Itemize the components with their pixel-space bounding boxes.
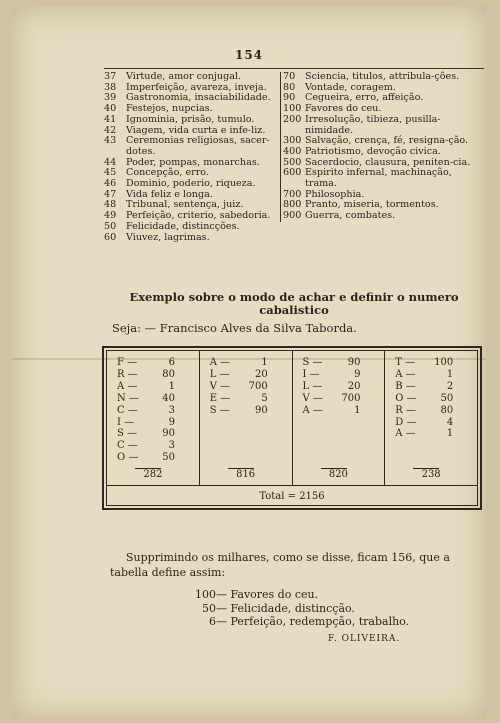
entry-number: 46	[104, 178, 117, 190]
result-number: 50	[202, 601, 216, 615]
letter-value-pair	[303, 393, 379, 405]
letter-value: 50	[440, 392, 454, 404]
author-signature: F. OLIVEIRA.	[328, 634, 401, 644]
meaning-entry	[104, 222, 282, 233]
letter-value-pair	[117, 357, 193, 369]
entry-number: 45	[104, 167, 117, 179]
entry-meaning: Imperfeição, avareza, inveja.	[126, 81, 267, 93]
entry-number: 43	[104, 135, 117, 147]
entry-meaning: Virtude, amor conjugal.	[126, 71, 242, 82]
letter-value-pair	[303, 369, 379, 381]
column-sum: 820	[328, 469, 348, 481]
entry-number: 300	[283, 135, 302, 147]
letter: O —	[117, 452, 139, 464]
letter-value: 1	[446, 428, 454, 440]
entry-number: 700	[283, 188, 302, 200]
entry-meaning: Sciencia, titulos, attribula-ções.	[305, 71, 460, 82]
entry-number: 49	[104, 210, 117, 222]
entry-meaning: Philosophia.	[305, 188, 365, 200]
letter: A —	[302, 404, 323, 416]
letter: I —	[302, 368, 320, 380]
entry-meaning: Patriotismo, devoção civica.	[305, 145, 441, 157]
entry-number: 200	[283, 113, 302, 125]
letter-value-pair	[210, 369, 286, 381]
letter-value-pair	[210, 381, 286, 393]
letter: A —	[117, 380, 138, 392]
entry-meaning: Viagem, vida curta e infe-liz.	[126, 124, 266, 136]
letter-value: 90	[255, 404, 268, 416]
letter-value-pair	[210, 393, 286, 405]
column-sum: 238	[421, 469, 441, 481]
table-total: Total = 2156	[107, 485, 477, 508]
letter: S —	[302, 357, 323, 368]
result-item	[180, 588, 409, 602]
table-column	[200, 351, 293, 485]
meaning-entry	[104, 115, 282, 126]
entry-number: 47	[104, 188, 117, 200]
letter-value: 700	[341, 392, 361, 404]
letter: D —	[395, 416, 417, 428]
letter: V —	[302, 392, 323, 404]
result-number: 100	[195, 588, 216, 601]
letter-value-pair	[303, 405, 379, 417]
letter-value-pair	[117, 405, 193, 417]
meaning-entry	[283, 211, 485, 222]
meaning-entry	[283, 115, 485, 136]
meaning-entry	[104, 233, 282, 244]
letter: C —	[117, 404, 138, 416]
letter: V —	[209, 380, 231, 392]
entry-number: 800	[283, 199, 302, 211]
column-sum: 282	[143, 469, 163, 481]
letter-value: 80	[162, 368, 175, 380]
letter: A —	[395, 428, 416, 440]
letter: T —	[395, 357, 416, 368]
letter-value: 4	[446, 416, 454, 428]
letter-value: 9	[168, 416, 175, 428]
entry-meaning: Vontade, coragem.	[305, 81, 396, 93]
letter-value-pair	[303, 381, 379, 393]
entry-number: 41	[104, 113, 117, 125]
entry-number: 70	[283, 71, 296, 82]
letter-value-pair	[117, 369, 193, 381]
result-number: 6	[209, 615, 216, 628]
page-number: 154	[234, 48, 264, 62]
letter-value-pair	[395, 405, 471, 417]
result-meaning: — Favores do ceu.	[216, 588, 319, 601]
letter: O —	[395, 392, 417, 404]
letter-value-pair	[117, 452, 193, 464]
letter-value: 90	[347, 357, 361, 368]
letter-value: 80	[440, 404, 454, 416]
result-meaning: — Felicidade, distincção.	[216, 601, 355, 615]
meanings-right-column	[280, 72, 485, 222]
letter: S —	[209, 404, 230, 416]
result-list	[180, 588, 409, 629]
entry-number: 90	[283, 92, 296, 104]
entry-meaning: Guerra, combates.	[305, 210, 396, 222]
entry-number: 37	[104, 71, 117, 82]
entry-meaning: Viuvez, lagrimas.	[126, 231, 210, 243]
table-column	[293, 351, 386, 485]
meaning-entry	[104, 136, 282, 157]
letter-value-pair	[117, 428, 193, 440]
entry-number: 100	[283, 103, 302, 115]
letter: N —	[117, 392, 139, 404]
letter-value-pair	[395, 381, 471, 393]
letter-value-pair	[210, 405, 286, 417]
letter-value-pair	[117, 393, 193, 405]
letter: A —	[209, 357, 231, 368]
entry-meaning: Concepção, erro.	[126, 167, 209, 179]
entry-number: 42	[104, 124, 117, 136]
letter-value: 6	[168, 357, 175, 368]
letter-value: 40	[162, 392, 175, 404]
entry-number: 500	[283, 156, 302, 168]
letter: R —	[117, 368, 138, 380]
entry-number: 40	[104, 103, 117, 115]
letter-value-pair	[395, 393, 471, 405]
entry-meaning: Poder, pompas, monarchas.	[126, 156, 260, 168]
letter-value-pair	[117, 381, 193, 393]
letter-value: 1	[168, 380, 175, 392]
book-page	[12, 6, 486, 718]
entry-meaning: Favores do ceu.	[305, 103, 382, 115]
letter: L —	[302, 380, 323, 392]
entry-meaning: Ceremonias religiosas, sacer-dotes.	[126, 135, 270, 157]
letter-value-pair	[210, 357, 286, 369]
header-rule	[104, 68, 484, 69]
entry-number: 600	[283, 167, 302, 179]
letter-value: 9	[354, 368, 361, 380]
entry-meaning: Irresolução, tibieza, pusilla-nimidade.	[305, 113, 441, 136]
letter: L —	[209, 368, 230, 380]
entry-meaning: Tribunal, sentença, juiz.	[126, 199, 244, 211]
entry-meaning: Perfeição, criterio, sabedoria.	[126, 210, 271, 222]
entry-number: 400	[283, 145, 302, 157]
letter-value: 3	[168, 404, 175, 416]
letter-value: 90	[162, 428, 175, 440]
letter: I —	[117, 416, 135, 428]
letter-value: 1	[261, 357, 268, 368]
letter: S —	[117, 428, 138, 440]
entry-number: 38	[104, 81, 117, 93]
letter-value-pair	[117, 440, 193, 452]
entry-number: 60	[104, 231, 117, 243]
entry-number: 39	[104, 92, 117, 104]
result-meaning: — Perfeição, redempção, trabalho.	[216, 615, 410, 628]
letter-value-pair	[395, 428, 471, 440]
entry-meaning: Pranto, miseria, tormentos.	[305, 199, 439, 211]
entry-meaning: Festejos, nupcias.	[126, 103, 213, 115]
letter-value: 100	[434, 357, 454, 368]
entry-meaning: Cegueira, erro, affeição.	[305, 92, 424, 104]
result-item	[180, 615, 409, 629]
column-sum: 816	[236, 469, 256, 481]
letter-value-pair	[117, 417, 193, 429]
result-item	[180, 602, 409, 616]
letter-value-pair	[303, 357, 379, 369]
meanings-left-column	[104, 72, 282, 243]
table-columns	[107, 351, 477, 485]
entry-meaning: Sacerdocio, clausura, peniten-cia.	[305, 156, 471, 168]
letter: R —	[395, 404, 416, 416]
letter-value-pair	[395, 417, 471, 429]
letter-value: 20	[255, 368, 268, 380]
table-column	[107, 351, 200, 485]
letter: B —	[395, 380, 416, 392]
example-title: Exemplo sobre o modo de achar e definir o numero cabalistico	[129, 290, 459, 317]
entry-number: 80	[283, 81, 296, 93]
entry-meaning: Dominio, poderio, riqueza.	[126, 178, 256, 190]
cabalistic-table	[102, 346, 482, 510]
entry-number: 50	[104, 220, 117, 232]
table-column	[385, 351, 477, 485]
entry-number: 48	[104, 199, 117, 211]
letter-value: 2	[446, 380, 454, 392]
entry-meaning: Vida feliz e longa.	[126, 188, 213, 200]
letter-value: 700	[248, 380, 268, 392]
letter-value: 1	[446, 368, 454, 380]
entry-meaning: Espirito infernal, machinação, trama.	[305, 167, 452, 190]
entry-meaning: Ignominia, prisão, tumulo.	[126, 113, 255, 125]
letter-value-pair	[395, 369, 471, 381]
letter-value-pair	[395, 357, 471, 369]
letter-value: 20	[347, 380, 361, 392]
letter: A —	[395, 368, 416, 380]
letter-value: 1	[354, 404, 361, 416]
entry-number: 900	[283, 210, 302, 222]
letter-value: 5	[261, 392, 268, 404]
entry-number: 44	[104, 156, 117, 168]
letter: E —	[209, 392, 231, 404]
letter: F —	[117, 357, 138, 368]
explanation-paragraph: Supprimindo os milhares, como se disse, ficam 156, que a tabella define assim:	[110, 551, 450, 579]
letter-value: 50	[162, 452, 175, 464]
meaning-entry	[283, 168, 485, 189]
letter: C —	[117, 440, 138, 452]
entry-meaning: Salvação, crença, fé, resigna-ção.	[305, 135, 469, 147]
entry-meaning: Gastronomia, insaciabilidade.	[126, 92, 271, 104]
letter-value: 3	[168, 440, 175, 452]
example-name-line: Seja: — Francisco Alves da Silva Taborda.	[112, 321, 357, 335]
entry-meaning: Felicidade, distincções.	[126, 220, 240, 232]
